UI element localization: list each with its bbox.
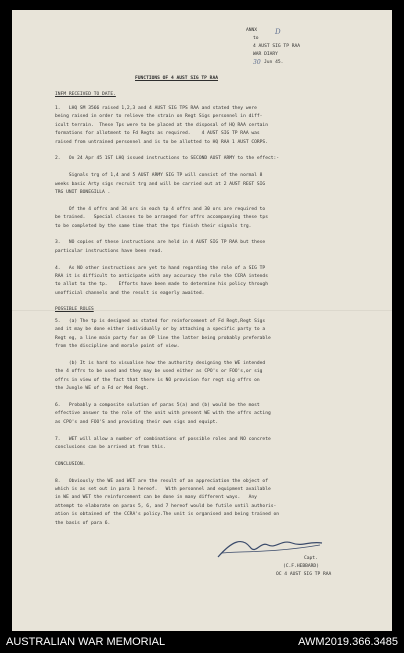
body-line: and it may be done either individually or by attaching a specific party to a — [55, 327, 266, 333]
body-line: effective answer to the role of the unit with present WE with the offrs acting — [55, 411, 271, 417]
body-line: 7. WET will allow a number of combinations of possible roles and NO concrete — [55, 436, 271, 442]
document-title: FUNCTIONS OF 4 AUST SIG TP RAA — [135, 76, 218, 81]
body-line: 1. LHQ SM 3566 raised 1,2,3 and 4 AUST SIG TPS RAA and stated they were — [55, 106, 257, 111]
signature-rank: Capt. — [304, 556, 318, 561]
body-line: Regt eg, a line main party for an OP line the latter being probably preferable — [55, 335, 271, 341]
section-heading: POSSIBLE ROLES — [55, 307, 94, 312]
body-line: TRG UNIT BONEGILLA . — [55, 190, 111, 195]
handwritten-annex-letter: D — [275, 28, 281, 36]
body-line: raised from untrained personnel and is to be allotted to HQ RAA 1 AUST CORPS. — [55, 139, 268, 145]
body-line: 8. Obviously the WE and WET are the result of an appreciation the object of — [55, 478, 268, 484]
header-unit: 4 AUST SIG TP RAA — [253, 44, 301, 49]
body-line: attempt to elaborate on paras 5, 6, and 7 hereof would be futile until authoris- — [55, 503, 277, 509]
body-line: weeks basic Arty sigs recruit trg and will be carried out at 2 AUST REGT SIG — [55, 181, 266, 187]
caption-id: AWM2019.366.3485 — [298, 636, 398, 648]
header-annex: ANNX — [246, 28, 258, 33]
body-line: as CPO's and FOO'S and providing their own sigs and equipt. — [55, 419, 219, 425]
caption-source: AUSTRALIAN WAR MEMORIAL — [6, 636, 166, 648]
body-line: (b) It is hard to visualise how the authority designing the WE intended — [55, 361, 266, 366]
body-line: 2. On 24 Apr 45 1ST LHQ issued instructions to SECOND AUST ARMY to the effect:- — [55, 156, 280, 162]
signature-title: OC 4 AUST SIG TP RAA — [276, 572, 332, 577]
body-line: 6. Probably a composite solution of paras 5(a) and (b) would be the most — [55, 403, 260, 408]
body-line: ation is obtained of the CCRA's policy.The unit is organised and being trained on — [55, 512, 280, 518]
handwritten-date: 30 — [253, 59, 261, 66]
body-line: to allot to the tp. Efforts have been made to determine his policy through — [55, 282, 268, 288]
body-line: the Jungle WE of a Fd or Med Regt. — [55, 386, 150, 392]
body-line: the 4 offrs to be used and they may be used either as CPO's or FOO's,or sig — [55, 369, 263, 375]
document-page — [12, 10, 392, 631]
body-line: which is as set out in para 1 hereof. With personnel and equipment available — [55, 487, 271, 492]
body-line: particular instructions have been read. — [55, 248, 163, 254]
body-line: the basis of para 6. — [55, 520, 111, 526]
body-line: unofficial channels and the result is eagerly awaited. — [55, 290, 205, 296]
body-line: Of the 4 offrs and 34 ors in each tp 4 offrs and 30 ors are required to — [55, 206, 266, 212]
body-line: CONCLUSION. — [55, 461, 86, 467]
body-line: formations for allotment to Fd Regts as required. 4 AUST SIG TP RAA was — [55, 131, 260, 137]
body-line: offrs in view of the fact that there is NO provision for regt sig offrs on — [55, 377, 260, 383]
subtitle: INFM RECEIVED TO DATE. — [55, 92, 116, 97]
header-date: Jun 45. — [264, 60, 284, 65]
body-line: Signals trg of 1,4 and 5 AUST ARMY SIG TP will consist of the normal 8 — [55, 173, 263, 179]
header-war-diary: WAR DIARY — [253, 52, 278, 57]
body-line: conclusions can be arrived at from this. — [55, 445, 166, 450]
body-line: being raised in order to relieve the strain on Regt Sigs personnel in diff- — [55, 114, 263, 120]
body-line: in WE and WET the reinforcement can be done in many different ways. Any — [55, 495, 257, 501]
body-line: be trained. Special classes to be arranged for offrs accompanying these tps — [55, 215, 268, 221]
body-line: icult terrain. These Tps were to be placed at the disposal of HQ RAA certain — [55, 122, 268, 128]
header-to: to — [253, 36, 259, 41]
caption-bar — [0, 631, 404, 653]
body-line: 3. NO copies of these instructions are held in 4 AUST SIG TP RAA but these — [55, 240, 266, 246]
signature-name: (C.F.HEBBARD) — [283, 564, 319, 569]
body-line: RAA it is difficult to anticipate with any accuracy the role the CCRA intends — [55, 274, 268, 279]
body-line: to be completed by the same time that the tps finish their signals trg. — [55, 223, 252, 229]
body-line: from the discipline and morale point of view. — [55, 344, 180, 350]
body-line: 4. As NO other instructions are yet to hand regarding the role of a SIG TP — [55, 265, 266, 271]
body-line: 5. (a) The tp is designed as stated for reinforcement of Fd Regt,Regt Sigs — [55, 319, 266, 324]
